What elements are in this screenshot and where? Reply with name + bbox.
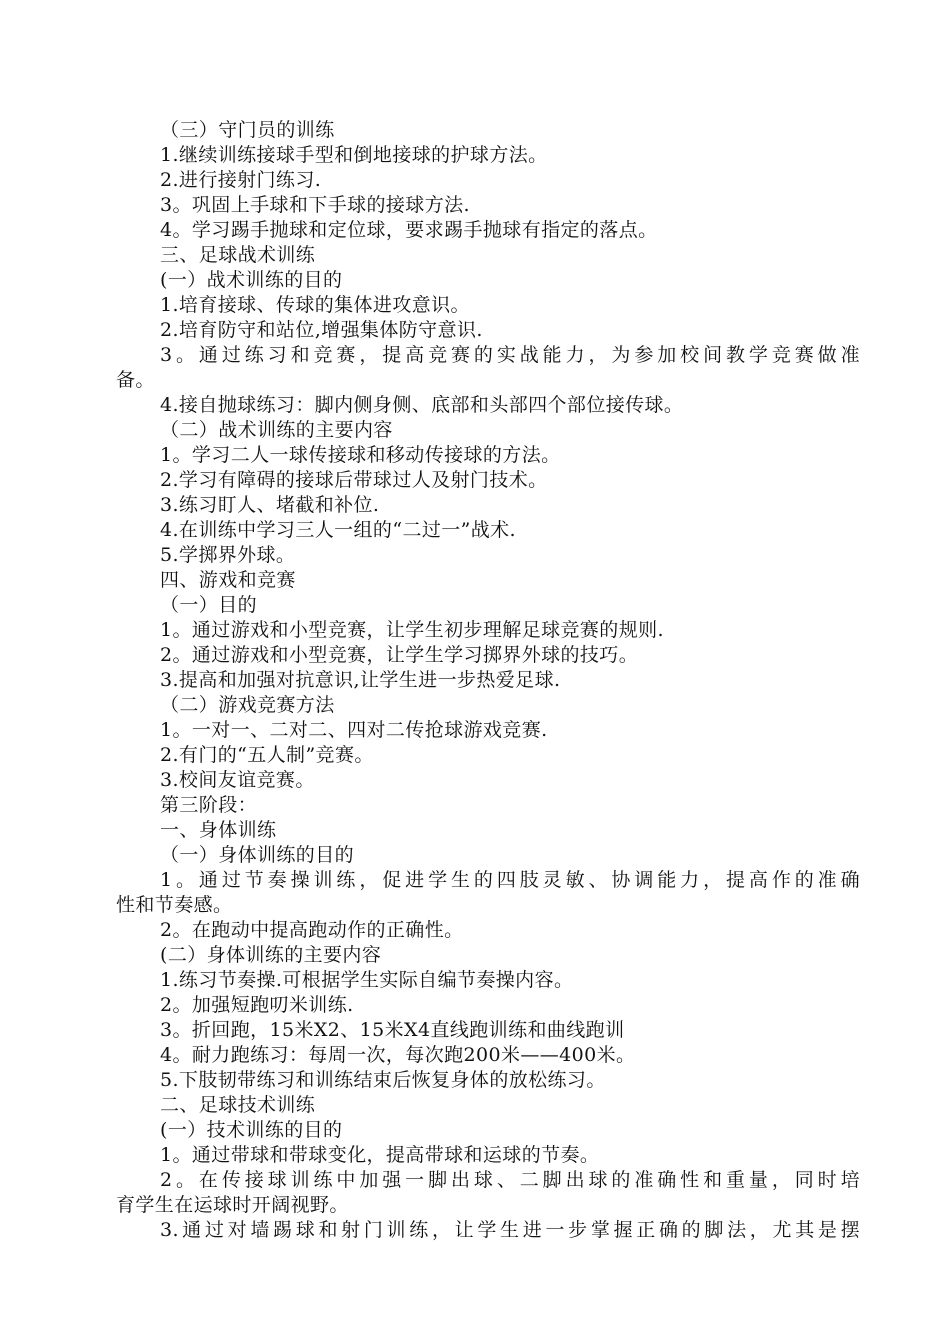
list-item-continuation: 性和节奏感。	[116, 894, 233, 916]
list-item: 2.有门的“五人制”竞赛。	[160, 744, 374, 766]
list-item: 3.通过对墙踢球和射门训练，让学生进一步掌握正确的脚法，尤其是摆	[160, 1219, 860, 1241]
list-item: 3。巩固上手球和下手球的接球方法.	[160, 194, 470, 216]
section-heading-goalkeeper-training: （三）守门员的训练	[160, 119, 335, 141]
stage-heading: 第三阶段：	[160, 794, 258, 816]
list-item: 1。通过带球和带球变化，提高带球和运球的节奏。	[160, 1144, 600, 1166]
list-item: 4.接自抛球练习：脚内侧身侧、底部和头部四个部位接传球。	[160, 394, 684, 416]
list-item: 2.进行接射门练习.	[160, 169, 322, 191]
document-body	[116, 118, 860, 1243]
list-item: 3.提高和加强对抗意识,让学生进一步热爱足球.	[160, 669, 561, 691]
list-item: 3.校间友谊竞赛。	[160, 769, 315, 791]
subsection-heading: (一）战术训练的目的	[160, 269, 343, 291]
list-item-continuation: 育学生在运球时开阔视野。	[116, 1194, 349, 1216]
list-item: 2。在跑动中提高跑动作的正确性。	[160, 919, 464, 941]
list-item: 3.练习盯人、堵截和补位.	[160, 494, 380, 516]
list-item: 1。通过节奏操训练，促进学生的四肢灵敏、协调能力，提高作的准确	[160, 869, 860, 891]
subsection-heading: (一）技术训练的目的	[160, 1119, 343, 1141]
list-item: 3。通过练习和竞赛，提高竞赛的实战能力，为参加校间教学竞赛做准	[160, 344, 860, 366]
list-item: 1.练习节奏操.可根据学生实际自编节奏操内容。	[160, 969, 574, 991]
subsection-heading: （一）身体训练的目的	[160, 844, 355, 866]
list-item: 2。在传接球训练中加强一脚出球、二脚出球的准确性和重量，同时培	[160, 1169, 860, 1191]
list-item: 4。学习踢手抛球和定位球，要求踢手抛球有指定的落点。	[160, 219, 658, 241]
list-item: 1。学习二人一球传接球和移动传接球的方法。	[160, 444, 561, 466]
list-item: 1.培育接球、传球的集体进攻意识。	[160, 294, 470, 316]
list-item: 1。一对一、二对二、四对二传抢球游戏竞赛.	[160, 719, 548, 741]
subsection-heading: （一）目的	[160, 594, 258, 616]
section-heading-tactics-training: 三、足球战术训练	[160, 244, 316, 266]
list-item: 2.培育防守和站位,增强集体防守意识.	[160, 319, 483, 341]
list-item: 4。耐力跑练习：每周一次，每次跑200米——400米。	[160, 1044, 636, 1066]
list-item: 1.继续训练接球手型和倒地接球的护球方法。	[160, 144, 548, 166]
section-heading-physical-training: 一、身体训练	[160, 819, 277, 841]
list-item: 3。折回跑，15米X2、15米X4直线跑训练和曲线跑训	[160, 1019, 625, 1041]
section-heading-games-competition: 四、游戏和竞赛	[160, 569, 296, 591]
list-item: 5.下肢韧带练习和训练结束后恢复身体的放松练习。	[160, 1069, 606, 1091]
section-heading-technique-training: 二、足球技术训练	[160, 1094, 316, 1116]
subsection-heading: （二）战术训练的主要内容	[160, 419, 393, 441]
list-item: 2。加强短跑叨米训练.	[160, 994, 354, 1016]
list-item: 2。通过游戏和小型竞赛，让学生学习掷界外球的技巧。	[160, 644, 639, 666]
list-item: 2.学习有障碍的接球后带球过人及射门技术。	[160, 469, 548, 491]
list-item: 5.学掷界外球。	[160, 544, 296, 566]
list-item: 1。通过游戏和小型竞赛，让学生初步理解足球竞赛的规则.	[160, 619, 664, 641]
subsection-heading: (二）身体训练的主要内容	[160, 944, 382, 966]
subsection-heading: （二）游戏竞赛方法	[160, 694, 335, 716]
list-item: 4.在训练中学习三人一组的“二过一”战术.	[160, 519, 516, 541]
list-item-continuation: 备。	[116, 369, 155, 391]
